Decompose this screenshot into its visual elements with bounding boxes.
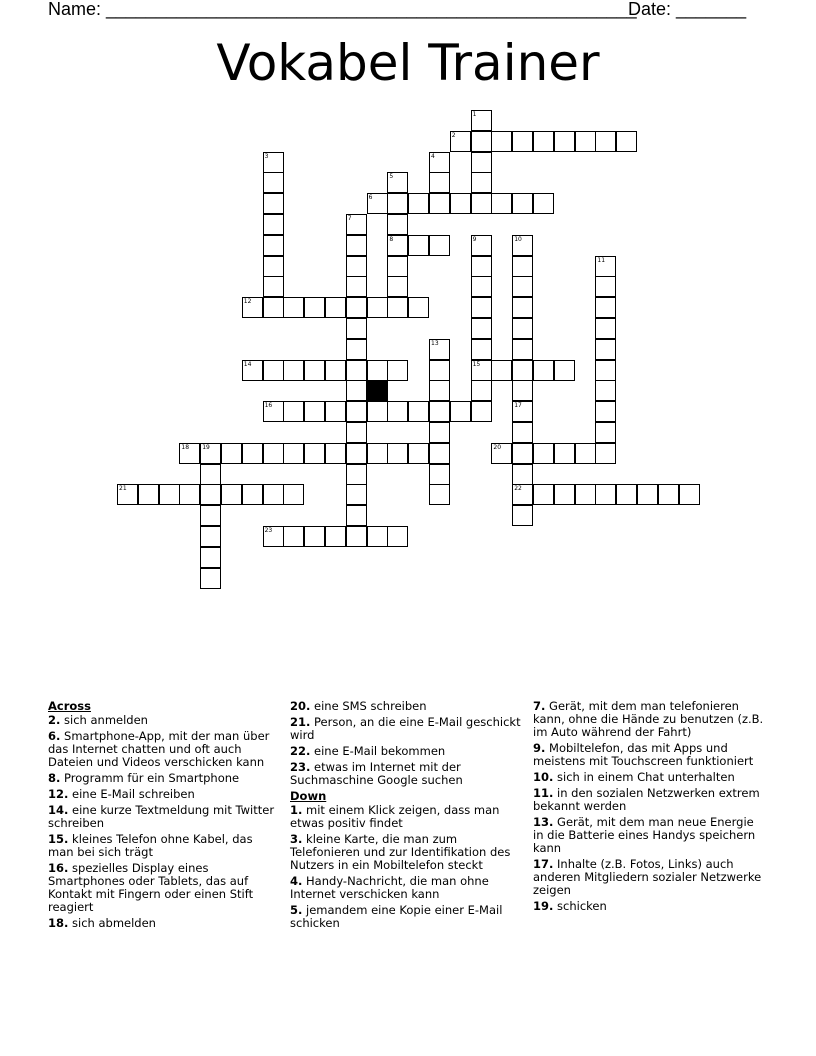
crossword-cell[interactable]	[533, 484, 554, 505]
crossword-cell[interactable]	[429, 339, 450, 360]
crossword-cell[interactable]	[491, 360, 512, 381]
crossword-cell[interactable]	[575, 131, 596, 152]
clue-item-number: 20.	[290, 699, 311, 713]
crossword-cell[interactable]	[200, 505, 221, 526]
crossword-cell[interactable]	[471, 152, 492, 173]
crossword-cell[interactable]	[595, 422, 616, 443]
crossword-cell[interactable]	[616, 131, 637, 152]
clue-item-number: 16.	[48, 861, 69, 875]
clue-item-number: 5.	[290, 903, 303, 917]
clue-number: 11	[597, 256, 606, 264]
crossword-cell[interactable]	[304, 360, 325, 381]
crossword-cell[interactable]	[387, 526, 408, 547]
crossword-cell[interactable]	[325, 297, 346, 318]
crossword-cell[interactable]	[512, 484, 533, 505]
crossword-cell[interactable]	[159, 484, 180, 505]
clue-item	[48, 804, 276, 830]
crossword-cell[interactable]	[491, 443, 512, 464]
crossword-cell[interactable]	[367, 526, 388, 547]
crossword-cell[interactable]	[304, 297, 325, 318]
clue-item-text: eine SMS schreiben	[314, 699, 427, 713]
crossword-cell[interactable]	[387, 443, 408, 464]
clue-item-text: etwas im Internet mit der Suchmaschine Google suchen	[290, 760, 463, 787]
crossword-cell[interactable]	[575, 443, 596, 464]
crossword-cell[interactable]	[200, 443, 221, 464]
clue-item-text: Smartphone-App, mit der man über das Internet chatten und oft auch Dateien und Videos verschicken kann	[48, 729, 270, 769]
clue-item-text: Programm für ein Smartphone	[64, 771, 240, 785]
clue-number: 9	[472, 235, 477, 243]
crossword-cell[interactable]	[346, 276, 367, 297]
clue-item	[533, 700, 765, 739]
clue-number: 16	[264, 402, 273, 410]
crossword-cell[interactable]	[304, 401, 325, 422]
crossword-cell[interactable]	[263, 526, 284, 547]
crossword-cell[interactable]	[533, 193, 554, 214]
clue-number: 21	[119, 485, 127, 493]
clue-item-text: sich anmelden	[64, 713, 148, 727]
clue-item	[533, 858, 765, 897]
crossword-cell[interactable]	[512, 318, 533, 339]
crossword-cell[interactable]	[471, 235, 492, 256]
crossword-cell[interactable]	[117, 484, 138, 505]
crossword-cell[interactable]	[471, 110, 492, 131]
crossword-cell[interactable]	[325, 443, 346, 464]
clue-item-text: jemandem eine Kopie einer E-Mail schicken	[290, 903, 503, 930]
clue-item	[48, 788, 276, 801]
clue-item	[290, 716, 522, 742]
clue-item	[290, 833, 522, 872]
crossword-cell[interactable]	[408, 401, 429, 422]
crossword-cell[interactable]	[346, 484, 367, 505]
clue-number: 1	[472, 111, 477, 118]
crossword-cell[interactable]	[512, 339, 533, 360]
crossword-cell[interactable]	[283, 526, 304, 547]
crossword-cell[interactable]	[512, 360, 533, 381]
clue-item-text: sich abmelden	[72, 916, 156, 930]
clue-number: 19	[202, 443, 210, 451]
crossword-cell[interactable]	[471, 339, 492, 360]
date-field-label[interactable]: Date: _______	[628, 0, 747, 19]
clue-item-number: 13.	[533, 815, 554, 829]
crossword-cell[interactable]	[200, 547, 221, 568]
crossword-cell[interactable]	[263, 484, 284, 505]
crossword-cell[interactable]	[346, 401, 367, 422]
crossword-cell[interactable]	[263, 276, 284, 297]
crossword-cell[interactable]	[637, 484, 658, 505]
clue-item	[48, 833, 276, 859]
crossword-cell[interactable]	[616, 484, 637, 505]
crossword-cell[interactable]	[429, 401, 450, 422]
crossword-cell[interactable]	[512, 276, 533, 297]
clue-item-number: 15.	[48, 832, 69, 846]
crossword-cell[interactable]	[429, 380, 450, 401]
clue-item-number: 7.	[533, 699, 546, 713]
clue-number: 6	[368, 194, 373, 202]
clue-item	[290, 700, 522, 713]
crossword-cell[interactable]	[554, 484, 575, 505]
crossword-cell[interactable]	[429, 484, 450, 505]
crossword-cell[interactable]	[283, 297, 304, 318]
crossword-cell[interactable]	[512, 422, 533, 443]
crossword-cell[interactable]	[429, 152, 450, 173]
clue-item	[533, 771, 765, 784]
crossword-cell[interactable]	[595, 339, 616, 360]
crossword-cell[interactable]	[533, 360, 554, 381]
clue-item	[48, 862, 276, 914]
clue-item-text: Inhalte (z.B. Fotos, Links) auch anderen Mitgliedern sozialer Netzwerke zeigen	[533, 857, 762, 897]
clue-item-number: 3.	[290, 832, 303, 846]
crossword-cell[interactable]	[387, 193, 408, 214]
crossword-cell[interactable]	[346, 235, 367, 256]
crossword-cell[interactable]	[242, 484, 263, 505]
crossword-cell[interactable]	[179, 443, 200, 464]
clue-item-number: 4.	[290, 874, 303, 888]
crossword-cell[interactable]	[367, 193, 388, 214]
clue-item-text: eine E-Mail bekommen	[314, 744, 446, 758]
clue-item	[290, 761, 522, 787]
crossword-cell[interactable]	[263, 172, 284, 193]
crossword-cell[interactable]	[304, 443, 325, 464]
crossword-cell[interactable]	[679, 484, 700, 505]
clue-item-number: 22.	[290, 744, 311, 758]
crossword-cell[interactable]	[512, 380, 533, 401]
crossword-cell[interactable]	[471, 172, 492, 193]
crossword-cell[interactable]	[595, 297, 616, 318]
clue-column-1	[48, 700, 276, 933]
clue-column-2	[290, 700, 522, 933]
crossword-cell[interactable]	[346, 297, 367, 318]
clue-item	[533, 816, 765, 855]
crossword-cell[interactable]	[325, 526, 346, 547]
crossword-cell[interactable]	[429, 193, 450, 214]
crossword-cell[interactable]	[179, 484, 200, 505]
crossword-cell[interactable]	[575, 484, 596, 505]
crossword-cell[interactable]	[387, 401, 408, 422]
crossword-cell[interactable]	[512, 505, 533, 526]
clue-item-number: 17.	[533, 857, 554, 871]
clue-item-number: 12.	[48, 787, 69, 801]
crossword-cell[interactable]	[450, 131, 471, 152]
crossword-cell[interactable]	[429, 360, 450, 381]
crossword-cell[interactable]	[367, 443, 388, 464]
crossword-cell[interactable]	[346, 526, 367, 547]
clue-item	[533, 787, 765, 813]
clue-number: 14	[243, 360, 252, 368]
crossword-cell[interactable]	[283, 401, 304, 422]
clue-item-number: 6.	[48, 729, 61, 743]
crossword-cell[interactable]	[242, 443, 263, 464]
crossword-cell[interactable]	[471, 131, 492, 152]
clue-item	[48, 714, 276, 727]
clue-item-text: in den sozialen Netzwerken extrem bekannt werden	[533, 786, 760, 813]
crossword-cell[interactable]	[346, 380, 367, 401]
crossword-cell[interactable]	[595, 318, 616, 339]
crossword-cell[interactable]	[346, 464, 367, 485]
clue-item-text: Mobiltelefon, das mit Apps und meistens mit Touchscreen funktioniert	[533, 741, 754, 768]
clue-number: 12	[243, 298, 252, 306]
crossword-cell[interactable]	[367, 297, 388, 318]
crossword-cell[interactable]	[346, 443, 367, 464]
clue-item-text: mit einem Klick zeigen, dass man etwas positiv findet	[290, 803, 500, 830]
clue-number: 3	[264, 152, 269, 160]
clue-number: 15	[472, 360, 481, 368]
clue-number: 8	[389, 235, 394, 243]
crossword-cell[interactable]	[346, 339, 367, 360]
crossword-cell[interactable]	[387, 214, 408, 235]
clue-number: 2	[451, 131, 456, 139]
clue-number: 20	[493, 443, 502, 451]
crossword-cell[interactable]	[325, 360, 346, 381]
clue-item-number: 11.	[533, 786, 554, 800]
clue-number: 17	[514, 402, 522, 410]
crossword-cell[interactable]	[387, 360, 408, 381]
crossword-cell[interactable]	[408, 297, 429, 318]
clue-item-number: 18.	[48, 916, 69, 930]
crossword-cell[interactable]	[429, 235, 450, 256]
crossword-cell[interactable]	[200, 484, 221, 505]
clue-number: 18	[181, 443, 190, 451]
crossword-cell[interactable]	[471, 380, 492, 401]
crossword-cell[interactable]	[263, 256, 284, 277]
crossword-cell[interactable]	[533, 131, 554, 152]
clue-item	[48, 772, 276, 785]
crossword-cell[interactable]	[595, 256, 616, 277]
down-heading: Down	[290, 789, 327, 803]
crossword-cell[interactable]	[471, 256, 492, 277]
crossword-cell[interactable]	[221, 443, 242, 464]
clue-number: 13	[431, 339, 439, 347]
crossword-cell[interactable]	[263, 214, 284, 235]
crossword-cell[interactable]	[283, 360, 304, 381]
clue-item-number: 23.	[290, 760, 311, 774]
crossword-cell[interactable]	[387, 256, 408, 277]
crossword-cell[interactable]	[387, 172, 408, 193]
clue-item-number: 1.	[290, 803, 303, 817]
crossword-cell[interactable]	[471, 276, 492, 297]
clue-item	[290, 875, 522, 901]
clue-column-3	[533, 700, 765, 916]
crossword-cell[interactable]	[346, 214, 367, 235]
crossword-cell[interactable]	[263, 235, 284, 256]
page-title: Vokabel Trainer	[216, 34, 600, 92]
clue-number: 4	[431, 152, 435, 160]
clue-item-text: Handy-Nachricht, die man ohne Internet verschicken kann	[290, 874, 489, 901]
crossword-cell[interactable]	[408, 235, 429, 256]
crossword-cell[interactable]	[512, 401, 533, 422]
crossword-cell[interactable]	[450, 193, 471, 214]
clue-item	[533, 900, 765, 913]
crossword-cell[interactable]	[533, 443, 554, 464]
crossword-cell[interactable]	[512, 235, 533, 256]
crossword-cell[interactable]	[429, 443, 450, 464]
clue-item-text: sich in einem Chat unterhalten	[557, 770, 735, 784]
crossword-cell[interactable]	[554, 360, 575, 381]
crossword-cell[interactable]	[263, 297, 284, 318]
crossword-cell[interactable]	[242, 297, 263, 318]
crossword-cell[interactable]	[471, 318, 492, 339]
clue-item-number: 19.	[533, 899, 554, 913]
clue-item-number: 21.	[290, 715, 311, 729]
clue-number: 22	[514, 485, 522, 493]
crossword-cell[interactable]	[595, 131, 616, 152]
clue-item-text: Gerät, mit dem man telefonieren kann, ohne die Hände zu benutzen (z.B. im Auto während der Fahrt)	[533, 699, 764, 739]
crossword-cell[interactable]	[242, 360, 263, 381]
clue-item-number: 9.	[533, 741, 546, 755]
crossword-cell[interactable]	[429, 422, 450, 443]
crossword-cell[interactable]	[408, 193, 429, 214]
clue-item-number: 10.	[533, 770, 554, 784]
clue-item-number: 8.	[48, 771, 61, 785]
crossword-cell[interactable]	[512, 131, 533, 152]
crossword-cell[interactable]	[346, 256, 367, 277]
crossword-cell[interactable]	[471, 193, 492, 214]
clue-item-text: spezielles Display eines Smartphones oder Tablets, das auf Kontakt mit Fingern oder einen Stift reagiert	[48, 861, 254, 914]
clue-number: 10	[514, 235, 522, 243]
clue-number: 5	[389, 173, 394, 181]
clue-item-text: Person, an die eine E-Mail geschickt wird	[290, 715, 521, 742]
crossword-cell[interactable]	[200, 464, 221, 485]
crossword-cell[interactable]	[512, 256, 533, 277]
clue-item	[533, 742, 765, 768]
crossword-cell[interactable]	[658, 484, 679, 505]
crossword-cell[interactable]	[367, 401, 388, 422]
across-heading: Across	[48, 699, 91, 713]
name-field-label[interactable]: Name: _____________________________________________________	[48, 0, 637, 19]
crossword-cell[interactable]	[471, 360, 492, 381]
clue-item-number: 14.	[48, 803, 69, 817]
crossword-cell[interactable]	[346, 318, 367, 339]
crossword-cell[interactable]	[263, 193, 284, 214]
crossword-cell[interactable]	[221, 484, 242, 505]
crossword-cell[interactable]	[554, 131, 575, 152]
crossword-cell[interactable]	[367, 360, 388, 381]
clue-item-text: Gerät, mit dem man neue Energie in die Batterie eines Handys speichern kann	[533, 815, 756, 855]
clue-item	[48, 917, 276, 930]
crossword-cell[interactable]	[512, 443, 533, 464]
crossword-cell[interactable]	[595, 380, 616, 401]
crossword-cell[interactable]	[283, 443, 304, 464]
crossword-cell[interactable]	[263, 152, 284, 173]
clue-item-number: 2.	[48, 713, 61, 727]
crossword-cell[interactable]	[491, 193, 512, 214]
crossword-cell[interactable]	[263, 360, 284, 381]
crossword-cell[interactable]	[283, 484, 304, 505]
clue-item-text: kleine Karte, die man zum Telefonieren und zur Identifikation des Nutzers in ein Mobiltelefon steckt	[290, 832, 511, 872]
crossword-cell[interactable]	[200, 568, 221, 589]
crossword-cell[interactable]	[429, 464, 450, 485]
crossword-cell[interactable]	[554, 443, 575, 464]
crossword-cell[interactable]	[595, 484, 616, 505]
crossword-cell[interactable]	[346, 422, 367, 443]
crossword-cell[interactable]	[408, 443, 429, 464]
crossword-cell[interactable]	[346, 360, 367, 381]
crossword-cell[interactable]	[512, 193, 533, 214]
crossword-cell[interactable]	[304, 526, 325, 547]
clue-item	[290, 804, 522, 830]
crossword-cell[interactable]	[325, 401, 346, 422]
clue-number: 23	[264, 527, 273, 534]
crossword-cell[interactable]	[471, 401, 492, 422]
crossword-cell[interactable]	[450, 401, 471, 422]
crossword-cell[interactable]	[263, 401, 284, 422]
clue-item-text: eine E-Mail schreiben	[72, 787, 195, 801]
crossword-cell[interactable]	[263, 443, 284, 464]
clue-item	[290, 904, 522, 930]
crossword-cell[interactable]	[595, 443, 616, 464]
crossword-cell[interactable]	[491, 131, 512, 152]
crossword-cell[interactable]	[387, 297, 408, 318]
crossword-cell[interactable]	[138, 484, 159, 505]
clue-item	[48, 730, 276, 769]
crossword-cell[interactable]	[595, 360, 616, 381]
crossword-cell[interactable]	[429, 172, 450, 193]
crossword-cell[interactable]	[512, 464, 533, 485]
clue-item-text: kleines Telefon ohne Kabel, das man bei sich trägt	[48, 832, 253, 859]
crossword-cell[interactable]	[595, 276, 616, 297]
crossword-cell[interactable]	[471, 297, 492, 318]
crossword-cell[interactable]	[387, 235, 408, 256]
black-square	[367, 380, 388, 401]
clue-item	[290, 745, 522, 758]
clue-item-text: schicken	[557, 899, 607, 913]
crossword-cell[interactable]	[346, 505, 367, 526]
clue-item-text: eine kurze Textmeldung mit Twitter schreiben	[48, 803, 275, 830]
clue-number: 7	[347, 215, 352, 222]
crossword-cell[interactable]	[200, 526, 221, 547]
crossword-cell[interactable]	[512, 297, 533, 318]
crossword-cell[interactable]	[595, 401, 616, 422]
crossword-cell[interactable]	[387, 276, 408, 297]
